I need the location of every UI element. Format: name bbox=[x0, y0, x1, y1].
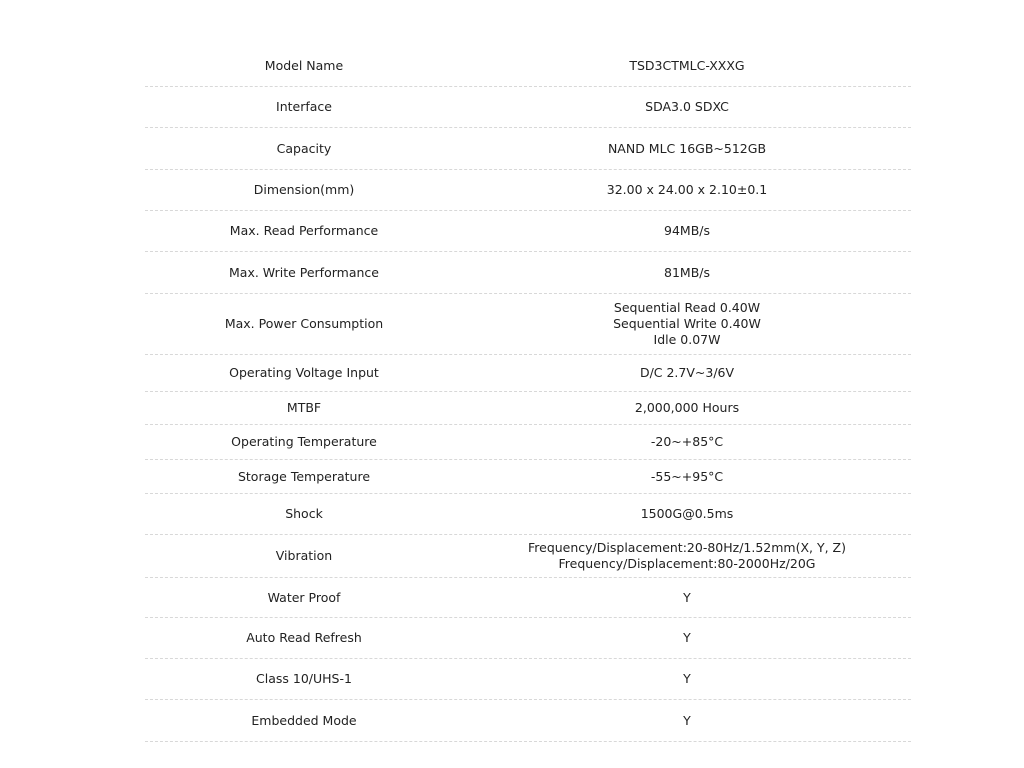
spec-value-line: Y bbox=[683, 712, 691, 728]
spec-value-line: D/C 2.7V~3/6V bbox=[639, 365, 735, 380]
spec-label: Max. Write Performance bbox=[229, 264, 379, 280]
spec-row-mtbf bbox=[145, 392, 911, 425]
spec-row-storage-temperature bbox=[145, 460, 911, 494]
spec-row-max-write-performance bbox=[145, 252, 911, 294]
spec-value bbox=[463, 141, 911, 157]
spec-value bbox=[463, 540, 911, 572]
spec-value-line: Y bbox=[683, 671, 691, 686]
spec-value-line: 81MB/s bbox=[664, 264, 710, 280]
spec-label: Operating Voltage Input bbox=[229, 365, 379, 380]
spec-label: Class 10/UHS-1 bbox=[256, 671, 352, 686]
spec-value bbox=[463, 469, 911, 485]
spec-value-line: 2,000,000 Hours bbox=[634, 400, 740, 415]
spec-value-line: Frequency/Displacement:80-2000Hz/20G bbox=[558, 556, 816, 571]
spec-label: Model Name bbox=[264, 58, 344, 73]
spec-value-line: SDA3.0 SDXC bbox=[645, 99, 729, 114]
spec-value bbox=[463, 630, 911, 646]
spec-row-dimension bbox=[145, 170, 911, 211]
spec-label: Vibration bbox=[275, 548, 333, 563]
spec-value-line: TSD3CTMLC-XXXG bbox=[629, 58, 745, 73]
spec-value-line: -20~+85°C bbox=[650, 434, 724, 449]
spec-label: Max. Power Consumption bbox=[224, 316, 384, 331]
spec-value-line: Sequential Read 0.40W bbox=[613, 300, 761, 315]
spec-label: Capacity bbox=[276, 140, 332, 156]
spec-row-model-name bbox=[145, 46, 911, 87]
spec-label: Water Proof bbox=[267, 589, 341, 605]
spec-row-max-power-consumption bbox=[145, 294, 911, 355]
spec-label: Dimension(mm) bbox=[253, 182, 355, 197]
spec-value bbox=[463, 400, 911, 416]
spec-value bbox=[463, 58, 911, 74]
spec-row-class-10-uhs-1 bbox=[145, 659, 911, 700]
spec-row-max-read-performance bbox=[145, 211, 911, 252]
spec-row-operating-temperature bbox=[145, 425, 911, 460]
spec-label: Storage Temperature bbox=[237, 468, 371, 484]
spec-row-vibration bbox=[145, 535, 911, 578]
spec-value bbox=[463, 365, 911, 381]
spec-row-operating-voltage-input bbox=[145, 355, 911, 392]
spec-value bbox=[463, 434, 911, 450]
spec-value-line: 94MB/s bbox=[664, 223, 710, 238]
spec-row-capacity bbox=[145, 128, 911, 170]
spec-row-shock bbox=[145, 494, 911, 535]
spec-label: Shock bbox=[285, 506, 323, 521]
spec-value-line: Y bbox=[683, 630, 691, 645]
spec-value-line: NAND MLC 16GB~512GB bbox=[607, 140, 767, 156]
spec-value bbox=[463, 223, 911, 239]
spec-label: Interface bbox=[276, 99, 332, 114]
spec-label: Embedded Mode bbox=[251, 712, 357, 728]
spec-table bbox=[145, 46, 911, 742]
spec-label: MTBF bbox=[286, 400, 322, 415]
spec-value bbox=[463, 300, 911, 348]
spec-value bbox=[463, 506, 911, 522]
spec-value bbox=[463, 265, 911, 281]
spec-row-auto-read-refresh bbox=[145, 618, 911, 659]
spec-value bbox=[463, 671, 911, 687]
spec-value-line: 32.00 x 24.00 x 2.10±0.1 bbox=[606, 182, 768, 197]
spec-label: Operating Temperature bbox=[231, 434, 377, 449]
spec-label: Auto Read Refresh bbox=[246, 630, 362, 645]
spec-row-embedded-mode bbox=[145, 700, 911, 742]
spec-value bbox=[463, 99, 911, 115]
spec-value-line: Y bbox=[683, 589, 691, 605]
spec-label: Max. Read Performance bbox=[229, 223, 379, 238]
spec-value-line: Idle 0.07W bbox=[653, 332, 721, 347]
spec-value-line: Sequential Write 0.40W bbox=[613, 316, 761, 331]
spec-value bbox=[463, 590, 911, 606]
spec-row-interface bbox=[145, 87, 911, 128]
spec-value-line: -55~+95°C bbox=[650, 468, 724, 484]
spec-value-line: Frequency/Displacement:20-80Hz/1.52mm(X, Y, Z) bbox=[527, 540, 847, 555]
spec-row-water-proof bbox=[145, 578, 911, 618]
spec-value bbox=[463, 182, 911, 198]
spec-value bbox=[463, 713, 911, 729]
spec-value-line: 1500G@0.5ms bbox=[640, 506, 734, 521]
